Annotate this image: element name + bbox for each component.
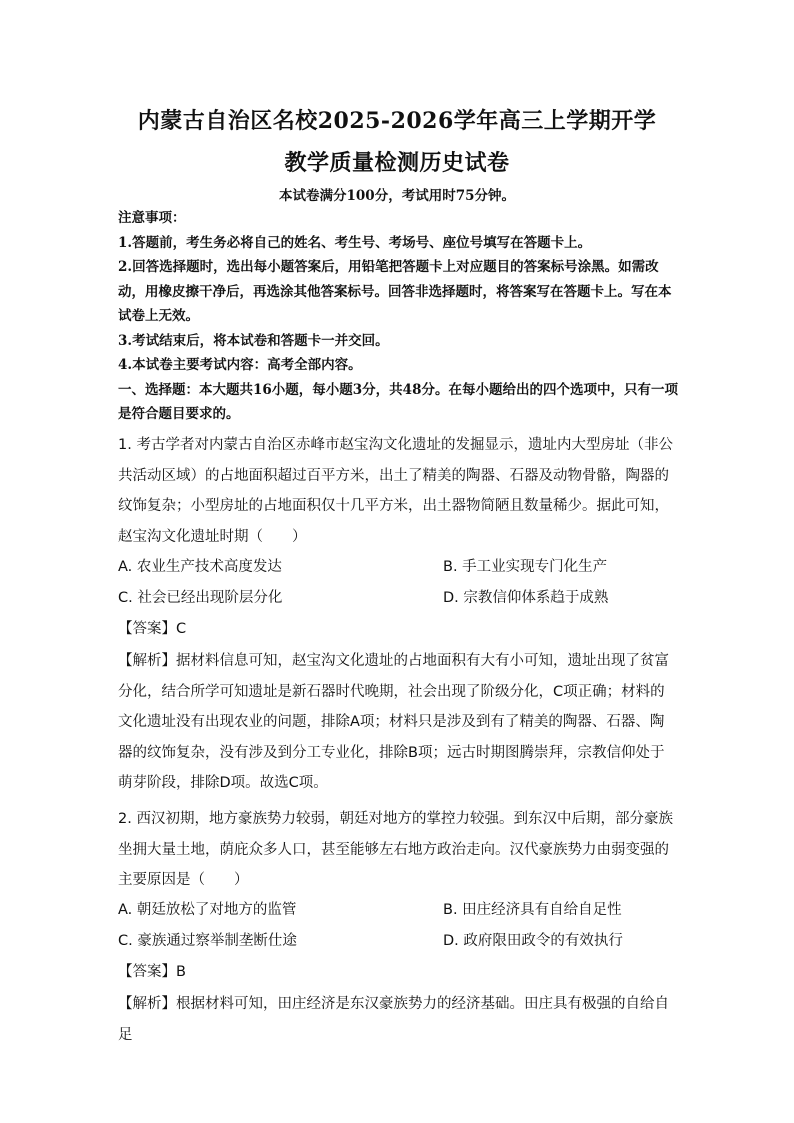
question-1-options — [118, 552, 678, 614]
option-b: B. 手工业实现专门化生产 — [443, 559, 608, 575]
option-d: D. 宗教信仰体系趋于成熟 — [443, 590, 609, 606]
question-1-stem: 1. 考古学者对内蒙古自治区赤峰市赵宝沟文化遗址的发掘显示，遗址内大型房址（非公共活动区域）的占地面积超过百平方米，出土了精美的陶器、石器及动物骨骼，陶器的纹饰复杂；小型房址的占地面积仅十几平方米，出土器物简陋且数量稀少。据此可知，赵宝沟文化遗址时期（ ） — [118, 437, 673, 545]
notes-heading: 注意事项： — [118, 210, 186, 226]
exam-title-line-1: 内蒙古自治区名校2025-2026学年高三上学期开学 — [137, 108, 657, 134]
option-d: D. 政府限田政令的有效执行 — [443, 933, 623, 949]
note-item-4: 4.本试卷主要考试内容：高考全部内容。 — [118, 357, 362, 373]
options-row — [118, 552, 678, 583]
option-b: B. 田庄经济具有自给自足性 — [443, 902, 622, 918]
analysis-text: 据材料信息可知，赵宝沟文化遗址的占地面积有大有小可知，遗址出现了贫富分化，结合所学可知遗址是新石器时代晚期，社会出现了阶级分化，C项正确；材料的文化遗址没有出现农业的问题，排除A项；材料只是涉及到有了精美的陶器、石器、陶器的纹饰复杂，没有涉及到分工专业化，排除B项；远古时期图腾崇拜，宗教信仰处于萌芽阶段，排除D项。故选C项。 — [118, 653, 669, 791]
option-c: C. 豪族通过察举制垄断仕途 — [118, 933, 297, 949]
question-1-analysis — [118, 646, 678, 799]
note-item-3: 3.考试结束后，将本试卷和答题卡一并交回。 — [118, 332, 389, 349]
analysis-text: 根据材料可知，田庄经济是东汉豪族势力的经济基础。田庄具有极强的自给自足 — [118, 996, 669, 1043]
answer-label: 【答案】 — [118, 621, 176, 637]
question-2-analysis — [118, 989, 678, 1050]
answer-value: B — [176, 964, 186, 980]
options-row — [118, 926, 678, 957]
options-row — [118, 583, 678, 614]
question-2-options — [118, 895, 678, 957]
answer-label: 【答案】 — [118, 964, 176, 980]
note-item-1: 1.答题前，考生务必将自己的姓名、考生号、考场号、座位号填写在答题卡上。 — [118, 234, 592, 251]
analysis-label: 【解析】 — [118, 996, 176, 1012]
option-a: A. 农业生产技术高度发达 — [118, 559, 282, 575]
section-heading: 一、选择题：本大题共16小题，每小题3分，共48分。在每小题给出的四个选项中，只有一项是符合题目要求的。 — [118, 381, 678, 422]
option-a: A. 朝廷放松了对地方的监管 — [118, 902, 297, 918]
question-1-answer — [118, 614, 678, 645]
exam-title-line-2: 教学质量检测历史试卷 — [284, 150, 510, 176]
exam-subtitle: 本试卷满分100分，考试用时75分钟。 — [279, 188, 515, 204]
question-2-answer — [118, 957, 678, 988]
answer-value: C — [176, 621, 187, 637]
analysis-label: 【解析】 — [118, 653, 176, 669]
options-row — [118, 895, 678, 926]
note-item-2: 2.回答选择题时，选出每小题答案后，用铅笔把答题卡上对应题目的答案标号涂黑。如需改动，用橡皮擦干净后，再选涂其他答案标号。回答非选择题时，将答案写在答题卡上。写在本试卷上无效。 — [118, 259, 672, 324]
option-c: C. 社会已经出现阶层分化 — [118, 590, 283, 606]
notes-block — [118, 206, 678, 427]
question-2-stem: 2. 西汉初期，地方豪族势力较弱，朝廷对地方的掌控力较强。到东汉中后期，部分豪族坐拥大量土地，荫庇众多人口，甚至能够左右地方政治走向。汉代豪族势力由弱变强的主要原因是（ ） — [118, 811, 673, 888]
